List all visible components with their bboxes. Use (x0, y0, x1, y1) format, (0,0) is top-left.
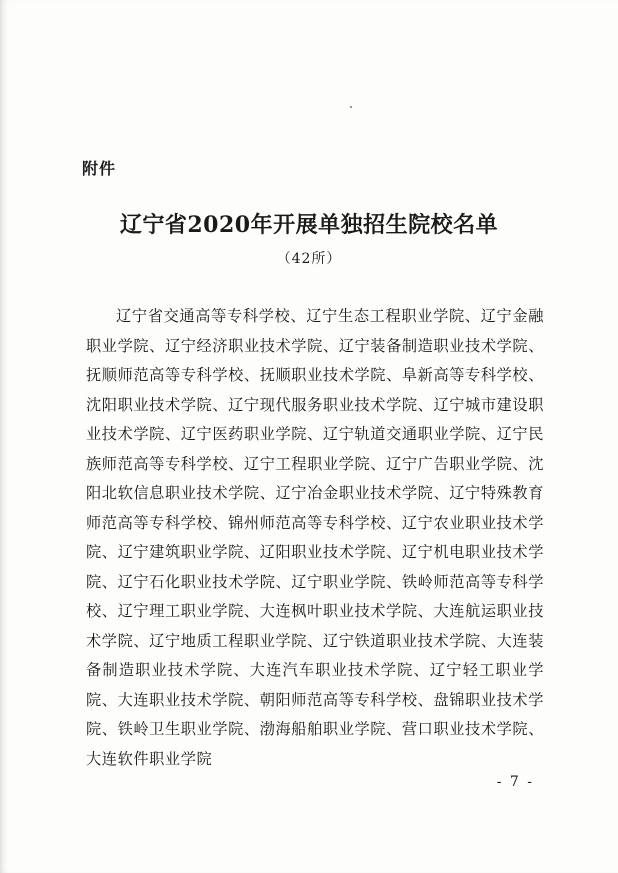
document-title: 辽宁省2020年开展单独招生院校名单 (119, 212, 499, 238)
document-subtitle: （42所） (276, 251, 342, 267)
school-list-paragraph: 辽宁省交通高等专科学校、辽宁生态工程职业学院、辽宁金融职业学院、辽宁经济职业技术学院、辽宁装备制造职业技术学院、抚顺师范高等专科学校、抚顺职业技术学院、阜新高等专科学校、沈阳职业技术学院、辽宁现代服务职业技术学院、辽宁城市建设职业技术学院、辽宁医药职业学院、辽宁轨道交通职业学院、辽宁民族师范高等专科学校、辽宁工程职业学院、辽宁广告职业学院、沈阳北软信息职业技术学院、辽宁冶金职业技术学院、辽宁特殊教育师范高等专科学校、锦州师范高等专科学校、辽宁农业职业技术学院、辽宁建筑职业学院、辽阳职业技术学院、辽宁机电职业技术学院、辽宁石化职业技术学院、辽宁职业学院、铁岭师范高等专科学校、辽宁理工职业学院、大连枫叶职业技术学院、大连航运职业技术学院、辽宁地质工程职业学院、辽宁铁道职业技术学院、大连装备制造职业技术学院、大连汽车职业技术学院、辽宁轻工职业学院、大连职业技术学院、朝阳师范高等专科学校、盘锦职业技术学院、铁岭卫生职业学院、渤海船舶职业学院、营口职业技术学院、大连软件职业学院 (86, 307, 544, 768)
attachment-label: 附件 (82, 159, 117, 178)
scan-speck (350, 106, 352, 108)
page-number: - 7 - (496, 774, 534, 790)
